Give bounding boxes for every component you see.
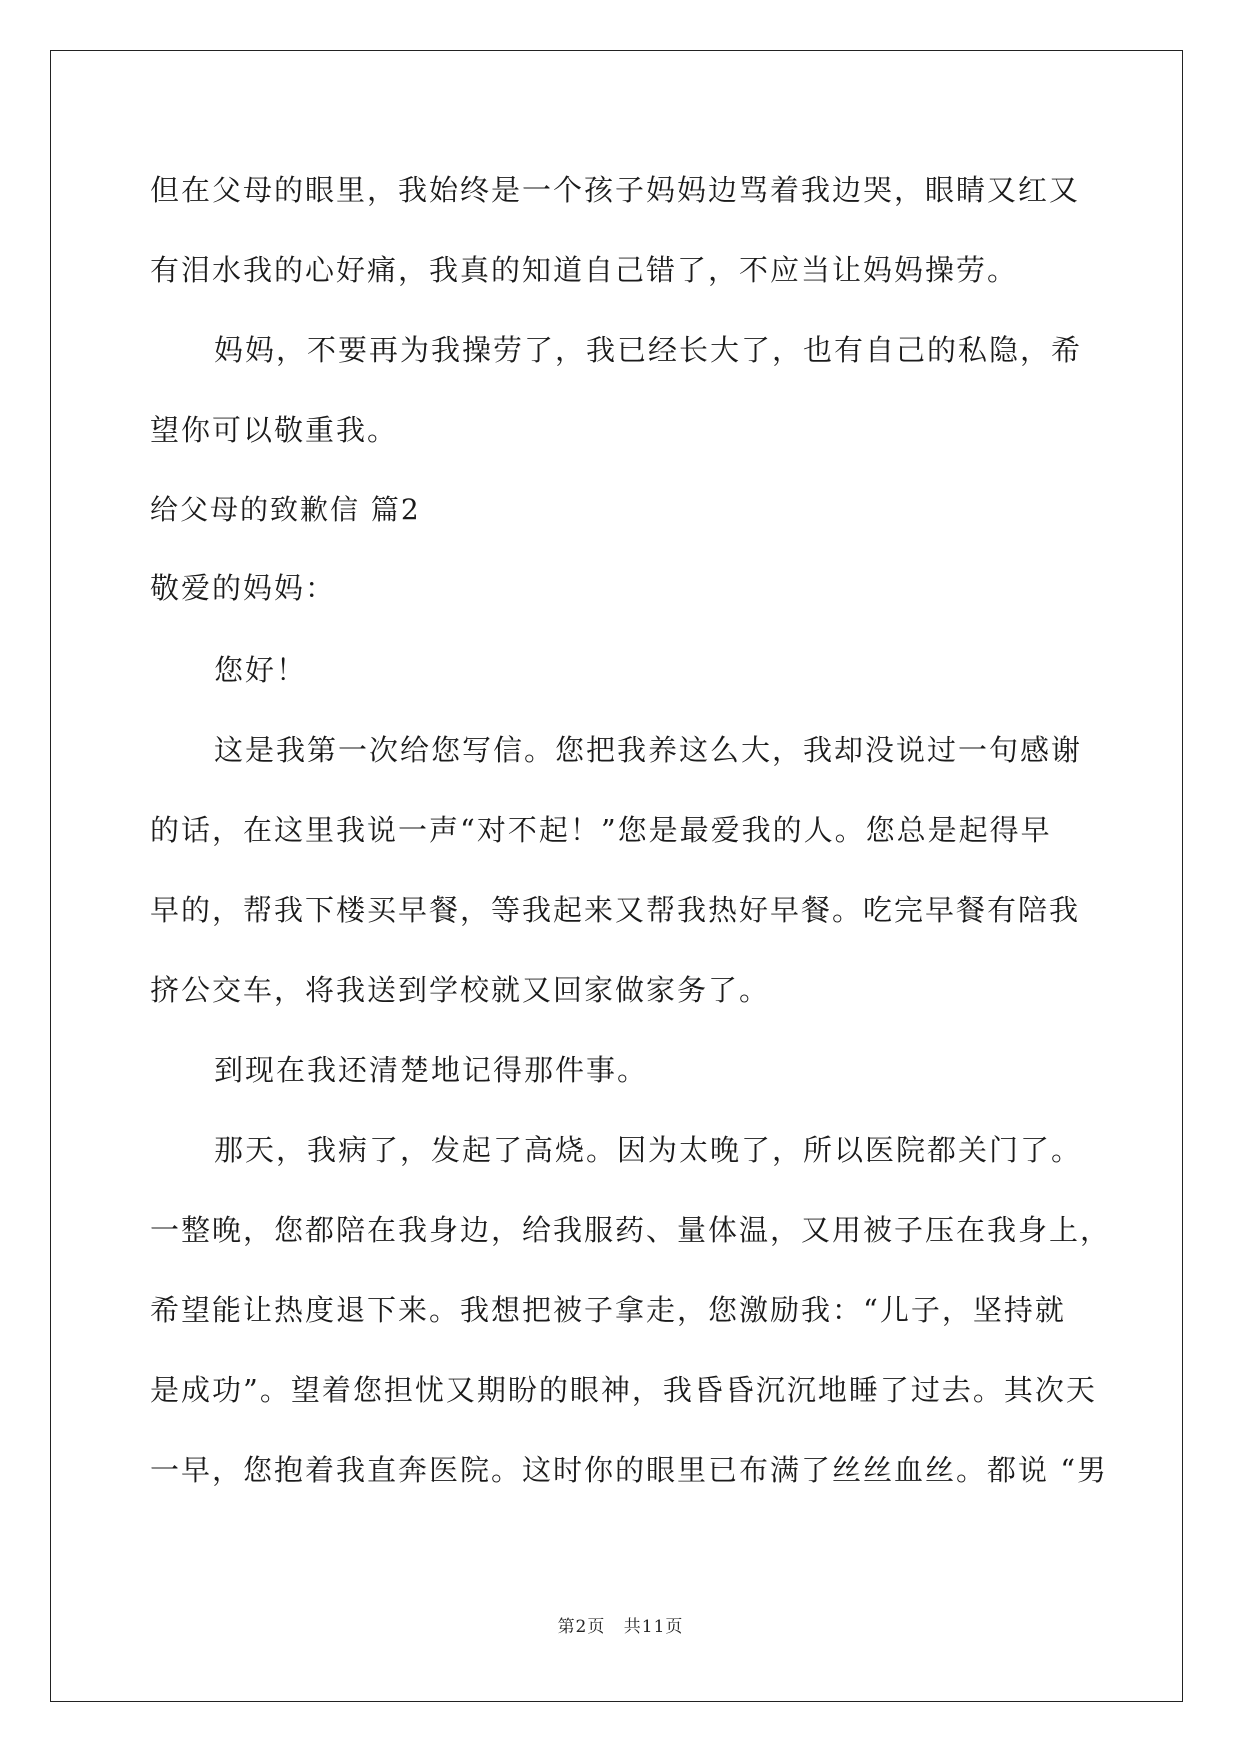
body-text-line: 早的，帮我下楼买早餐，等我起来又帮我热好早餐。吃完早餐有陪我 (150, 893, 1081, 927)
body-text-line: 一早，您抱着我直奔医院。这时你的眼里已布满了丝丝血丝。都说 “男 (150, 1453, 1109, 1487)
body-text-line: 希望能让热度退下来。我想把被子拿走，您激励我：“儿子，坚持就 (150, 1293, 1066, 1327)
body-text-line: 这是我第一次给您写信。您把我养这么大，我却没说过一句感谢 (214, 733, 1083, 767)
body-text-line: 到现在我还清楚地记得那件事。 (214, 1053, 649, 1087)
greeting: 您好！ (214, 653, 308, 687)
section-heading: 给父母的致歉信 篇2 (150, 493, 421, 526)
body-text-line: 有泪水我的心好痛，我真的知道自己错了，不应当让妈妈操劳。 (150, 253, 1019, 287)
body-text-line: 那天，我病了，发起了高烧。因为太晚了，所以医院都关门了。 (214, 1133, 1083, 1167)
salutation: 敬爱的妈妈： (150, 571, 337, 605)
body-text-line: 望你可以敬重我。 (150, 413, 399, 447)
body-text-line: 的话，在这里我说一声“对不起！”您是最爱我的人。您总是起得早 (150, 813, 1052, 847)
body-text-line: 但在父母的眼里，我始终是一个孩子妈妈边骂着我边哭，眼睛又红又 (150, 173, 1081, 207)
page-number: 第2页 (557, 1617, 606, 1637)
body-text-line: 挤公交车，将我送到学校就又回家做家务了。 (150, 973, 771, 1007)
body-text-line: 妈妈，不要再为我操劳了，我已经长大了，也有自己的私隐，希 (214, 333, 1083, 367)
body-text-line: 一整晚，您都陪在我身边，给我服药、量体温，又用被子压在我身上， (150, 1213, 1112, 1247)
body-text-line: 是成功”。望着您担忧又期盼的眼神，我昏昏沉沉地睡了过去。其次天 (150, 1373, 1097, 1407)
total-pages: 共11页 (623, 1617, 684, 1637)
page-footer (0, 1612, 1241, 1637)
